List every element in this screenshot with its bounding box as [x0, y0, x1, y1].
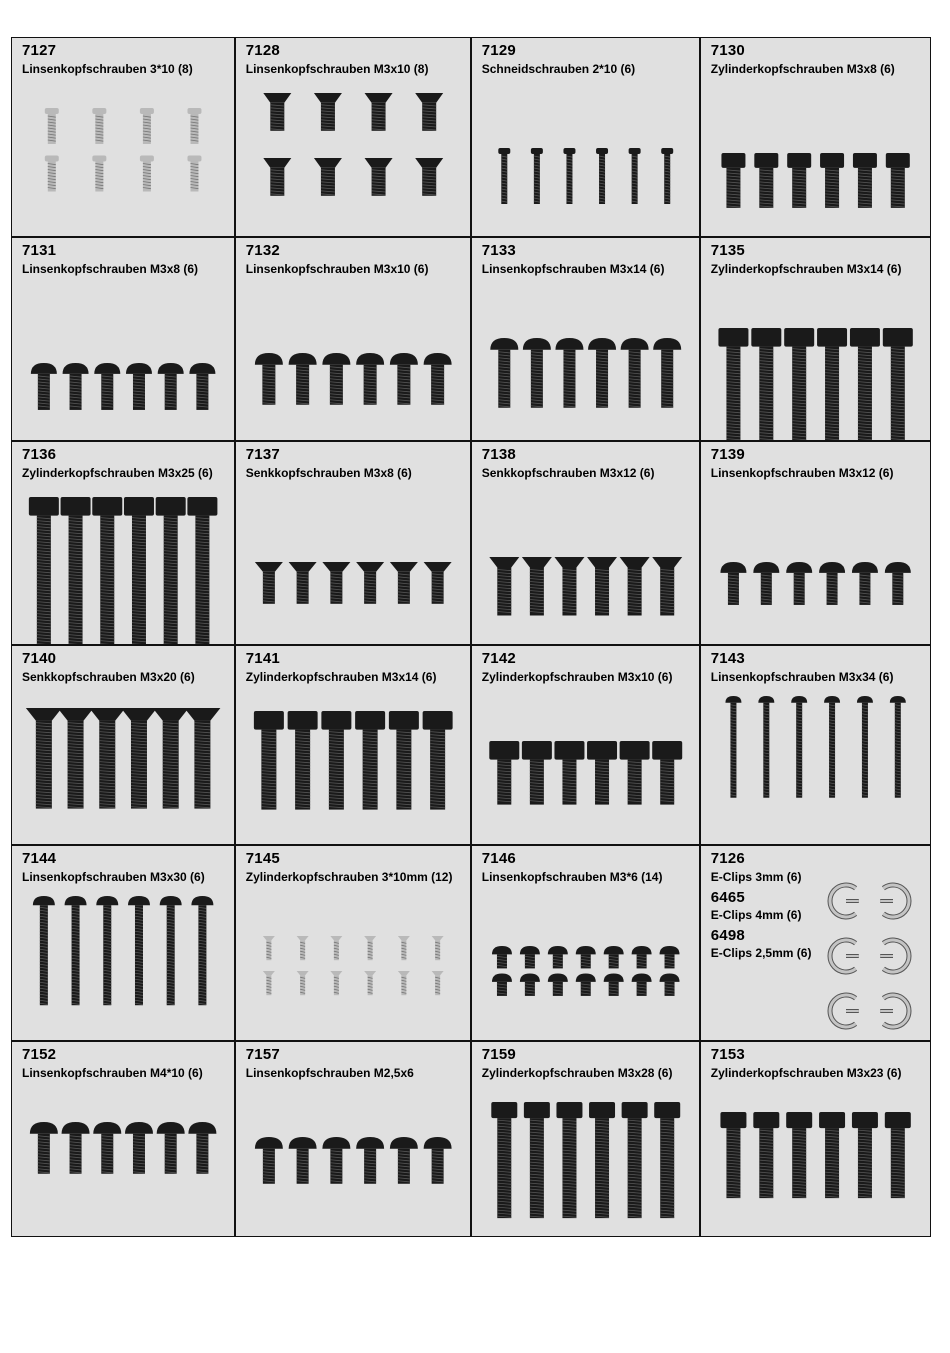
- screw-icon: [576, 946, 596, 968]
- screw-icon: [491, 1102, 517, 1218]
- screw-icon: [58, 708, 94, 809]
- screw-icon: [188, 1122, 216, 1174]
- part-number: 7145: [245, 849, 280, 867]
- screw-icon: [659, 973, 679, 995]
- screw-icon: [96, 896, 118, 1005]
- screw-icon: [93, 1122, 121, 1174]
- screw-icon: [885, 562, 911, 605]
- part-cell-7135: [701, 238, 930, 441]
- screw-icon: [89, 708, 125, 809]
- screw-icon: [390, 562, 418, 604]
- screw-icon: [364, 158, 392, 196]
- parts-grid: [11, 37, 931, 1237]
- screw-icon: [31, 363, 57, 410]
- screw-icon: [423, 353, 451, 405]
- screw-icon: [489, 557, 519, 616]
- part-cell-7129: [472, 38, 700, 236]
- screw-icon: [263, 971, 275, 995]
- screw-icon: [753, 562, 779, 605]
- part-label: Linsenkopfschrauben M3x8 (6): [22, 261, 199, 276]
- part-number: 7137: [245, 445, 280, 463]
- screw-icon: [786, 1112, 812, 1198]
- part-number: 7140: [22, 649, 57, 667]
- screw-icon: [29, 497, 59, 645]
- screw-icon: [492, 973, 512, 995]
- screw-icon: [824, 696, 840, 798]
- screw-icon: [853, 153, 877, 208]
- screw-icon: [92, 156, 106, 192]
- screw-icon: [321, 711, 351, 810]
- screw-icon: [819, 562, 845, 605]
- screw-icon: [157, 1122, 185, 1174]
- screw-icon: [128, 896, 150, 1005]
- screw-icon: [603, 973, 623, 995]
- screw-icon: [187, 108, 201, 144]
- screw-icon: [654, 1102, 680, 1218]
- screw-icon: [758, 696, 774, 798]
- screw-icon: [492, 946, 512, 968]
- screw-icon: [596, 148, 608, 204]
- screw-icon: [652, 741, 682, 805]
- screw-icon: [754, 153, 778, 208]
- part-label: Zylinderkopfschrauben M3x23 (6): [710, 1065, 902, 1080]
- screw-icon: [751, 328, 781, 441]
- screw-icon: [33, 896, 55, 1005]
- part-label: Linsenkopfschrauben 3*10 (8): [22, 62, 193, 76]
- part-label: Linsenkopfschrauben M3x14 (6): [481, 261, 665, 276]
- part-number: 7144: [22, 849, 57, 867]
- screw-icon: [415, 93, 443, 131]
- part-label: Zylinderkopfschrauben M3x25 (6): [22, 465, 213, 480]
- screw-icon: [725, 696, 741, 798]
- screw-icon: [720, 1112, 746, 1198]
- screw-icon: [94, 363, 120, 410]
- screw-icon: [531, 148, 543, 204]
- screw-icon: [857, 696, 873, 798]
- part-number: 7146: [481, 849, 516, 867]
- part-number: 7141: [245, 649, 280, 667]
- part-label: Zylinderkopfschrauben M3x10 (6): [481, 669, 673, 684]
- screw-icon: [398, 936, 410, 960]
- e-clip-icon: [830, 885, 859, 917]
- part-number: 6498: [710, 926, 745, 944]
- screw-icon: [619, 741, 649, 805]
- screw-icon: [753, 1112, 779, 1198]
- part-number: 7152: [22, 1045, 57, 1063]
- part-cell-7159: [472, 1042, 700, 1236]
- screw-icon: [184, 708, 220, 809]
- screw-icon: [255, 353, 283, 405]
- screw-icon: [398, 971, 410, 995]
- screw-icon: [356, 562, 384, 604]
- screw-icon: [784, 328, 814, 441]
- e-clip-icon: [830, 940, 859, 972]
- screw-icon: [548, 946, 568, 968]
- part-number: 7138: [481, 445, 516, 463]
- part-label: Zylinderkopfschrauben 3*10mm (12): [245, 869, 453, 884]
- screw-icon: [661, 148, 673, 204]
- screw-icon: [819, 1112, 845, 1198]
- part-label: Linsenkopfschrauben M3*6 (14): [481, 869, 663, 884]
- screw-icon: [288, 562, 316, 604]
- screw-icon: [490, 338, 518, 408]
- screw-icon: [523, 338, 551, 408]
- screw-icon: [555, 338, 583, 408]
- screw-icon: [187, 497, 217, 645]
- screw-icon: [121, 708, 157, 809]
- part-cell-7139: [701, 442, 930, 645]
- part-label: Linsenkopfschrauben M3x10 (6): [245, 261, 429, 276]
- screw-icon: [524, 1102, 550, 1218]
- part-cell-7141: [236, 646, 471, 845]
- part-number: 7142: [481, 649, 516, 667]
- part-number: 7132: [245, 241, 280, 259]
- screw-icon: [576, 973, 596, 995]
- part-number: 7139: [710, 445, 745, 463]
- part-cell-7136: [12, 442, 234, 645]
- screw-icon: [314, 93, 342, 131]
- screw-icon: [322, 562, 350, 604]
- part-label: Linsenkopfschrauben M3x10 (8): [245, 62, 429, 76]
- screw-icon: [423, 562, 451, 604]
- screw-icon: [45, 156, 59, 192]
- screw-icon: [852, 562, 878, 605]
- part-cell-7144: [12, 846, 234, 1041]
- part-cell-7131: [12, 238, 234, 441]
- screw-icon: [356, 353, 384, 405]
- part-number: 7128: [245, 42, 280, 59]
- screw-icon: [554, 741, 584, 805]
- part-cell-7143: [701, 646, 930, 845]
- screw-icon: [720, 562, 746, 605]
- part-label: Linsenkopfschrauben M4*10 (6): [22, 1065, 203, 1080]
- part-cell-7142: [472, 646, 700, 845]
- screw-icon: [422, 711, 452, 810]
- screw-icon: [61, 497, 91, 645]
- screw-icon: [263, 936, 275, 960]
- part-cell-7146: [472, 846, 700, 1041]
- screw-icon: [189, 363, 215, 410]
- part-label: Senkkopfschrauben M3x20 (6): [22, 669, 195, 684]
- screw-icon: [587, 741, 617, 805]
- part-cell-7126: [701, 846, 930, 1041]
- screw-icon: [62, 1122, 90, 1174]
- screw-icon: [92, 497, 122, 645]
- screw-icon: [389, 711, 419, 810]
- part-number: 7127: [22, 42, 57, 59]
- screw-icon: [187, 156, 201, 192]
- part-cell-7152: [12, 1042, 234, 1236]
- screw-icon: [718, 328, 748, 441]
- screw-icon: [263, 93, 291, 131]
- part-number: 7131: [22, 241, 57, 259]
- part-cell-7137: [236, 442, 471, 645]
- screw-icon: [355, 711, 385, 810]
- part-label: E-Clips 2,5mm (6): [710, 945, 812, 960]
- screw-icon: [390, 353, 418, 405]
- screw-icon: [63, 363, 89, 410]
- part-number: 7129: [481, 42, 516, 59]
- screw-icon: [589, 1102, 615, 1218]
- screw-icon: [603, 946, 623, 968]
- screw-icon: [890, 696, 906, 798]
- screw-icon: [140, 156, 154, 192]
- part-label: Zylinderkopfschrauben M3x14 (6): [710, 261, 902, 276]
- screw-icon: [287, 711, 317, 810]
- screw-icon: [30, 1122, 58, 1174]
- screw-icon: [296, 971, 308, 995]
- screw-icon: [156, 497, 186, 645]
- e-clip-icon: [880, 885, 909, 917]
- screw-icon: [92, 108, 106, 144]
- screw-icon: [288, 353, 316, 405]
- screw-icon: [330, 971, 342, 995]
- screw-icon: [124, 497, 154, 645]
- screw-icon: [787, 153, 811, 208]
- part-number: 7133: [481, 241, 516, 259]
- screw-icon: [364, 971, 376, 995]
- part-label: Senkkopfschrauben M3x8 (6): [245, 465, 412, 480]
- screw-icon: [330, 936, 342, 960]
- screw-icon: [296, 936, 308, 960]
- screw-icon: [786, 562, 812, 605]
- screw-icon: [153, 708, 189, 809]
- part-label: E-Clips 3mm (6): [710, 869, 802, 884]
- screw-icon: [390, 1137, 418, 1184]
- part-cell-7128: [236, 38, 471, 236]
- part-number: 7159: [481, 1045, 516, 1063]
- screw-icon: [254, 711, 284, 810]
- screw-icon: [721, 153, 745, 208]
- part-number: 7143: [710, 649, 745, 667]
- screw-icon: [883, 328, 913, 441]
- screw-icon: [431, 971, 443, 995]
- screw-icon: [415, 158, 443, 196]
- screw-icon: [158, 363, 184, 410]
- part-label: Linsenkopfschrauben M3x12 (6): [710, 465, 894, 480]
- screw-icon: [850, 328, 880, 441]
- part-label: Zylinderkopfschrauben M3x8 (6): [710, 62, 895, 76]
- screw-icon: [356, 1137, 384, 1184]
- screw-icon: [314, 158, 342, 196]
- screw-icon: [619, 557, 649, 616]
- screw-icon: [263, 158, 291, 196]
- part-number: 7153: [710, 1045, 745, 1063]
- part-label: Zylinderkopfschrauben M3x28 (6): [481, 1065, 673, 1080]
- part-cell-7138: [472, 442, 700, 645]
- part-cell-7140: [12, 646, 234, 845]
- screw-icon: [125, 1122, 153, 1174]
- screw-icon: [554, 557, 584, 616]
- screw-icon: [255, 562, 283, 604]
- part-number: 7126: [710, 849, 745, 867]
- part-cell-7157: [236, 1042, 471, 1236]
- screw-icon: [140, 108, 154, 144]
- screw-icon: [652, 557, 682, 616]
- part-label: Linsenkopfschrauben M3x30 (6): [22, 869, 205, 884]
- part-cell-7133: [472, 238, 700, 441]
- screw-icon: [498, 148, 510, 204]
- e-clip-icon: [880, 940, 909, 972]
- screw-icon: [852, 1112, 878, 1198]
- screw-icon: [563, 148, 575, 204]
- part-number: 7157: [245, 1045, 280, 1063]
- screw-icon: [886, 153, 910, 208]
- screw-icon: [548, 973, 568, 995]
- part-cell-7145: [236, 846, 471, 1041]
- screw-icon: [364, 93, 392, 131]
- screw-icon: [26, 708, 62, 809]
- screw-icon: [520, 946, 540, 968]
- screw-icon: [160, 896, 182, 1005]
- screw-icon: [820, 153, 844, 208]
- screw-icon: [621, 1102, 647, 1218]
- part-label: Senkkopfschrauben M3x12 (6): [481, 465, 655, 480]
- part-number: 7135: [710, 241, 745, 259]
- screw-icon: [45, 108, 59, 144]
- screw-icon: [126, 363, 152, 410]
- screw-icon: [288, 1137, 316, 1184]
- screw-icon: [322, 353, 350, 405]
- screw-icon: [791, 696, 807, 798]
- screw-icon: [520, 973, 540, 995]
- screw-icon: [522, 557, 552, 616]
- part-label: E-Clips 4mm (6): [710, 907, 802, 922]
- screw-icon: [489, 741, 519, 805]
- screw-icon: [885, 1112, 911, 1198]
- screw-icon: [556, 1102, 582, 1218]
- screw-icon: [65, 896, 87, 1005]
- screw-icon: [628, 148, 640, 204]
- part-label: Linsenkopfschrauben M2,5x6: [245, 1065, 414, 1080]
- screw-icon: [620, 338, 648, 408]
- screw-icon: [587, 557, 617, 616]
- screw-icon: [588, 338, 616, 408]
- screw-icon: [322, 1137, 350, 1184]
- screw-icon: [364, 936, 376, 960]
- screw-icon: [653, 338, 681, 408]
- part-label: Schneidschrauben 2*10 (6): [481, 62, 636, 76]
- part-label: Zylinderkopfschrauben M3x14 (6): [245, 669, 437, 684]
- screw-icon: [255, 1137, 283, 1184]
- screw-icon: [191, 896, 213, 1005]
- part-cell-7153: [701, 1042, 930, 1236]
- screw-icon: [431, 936, 443, 960]
- screw-icon: [817, 328, 847, 441]
- e-clip-icon: [830, 995, 859, 1027]
- part-number: 7130: [710, 42, 745, 59]
- part-cell-7130: [701, 38, 930, 236]
- part-cell-7132: [236, 238, 471, 441]
- part-label: Linsenkopfschrauben M3x34 (6): [710, 669, 894, 684]
- part-number: 7136: [22, 445, 57, 463]
- screw-icon: [631, 946, 651, 968]
- screw-icon: [659, 946, 679, 968]
- e-clip-icon: [880, 995, 909, 1027]
- part-number: 6465: [710, 888, 745, 906]
- screw-icon: [423, 1137, 451, 1184]
- part-cell-7127: [12, 38, 234, 236]
- screw-icon: [631, 973, 651, 995]
- screw-icon: [522, 741, 552, 805]
